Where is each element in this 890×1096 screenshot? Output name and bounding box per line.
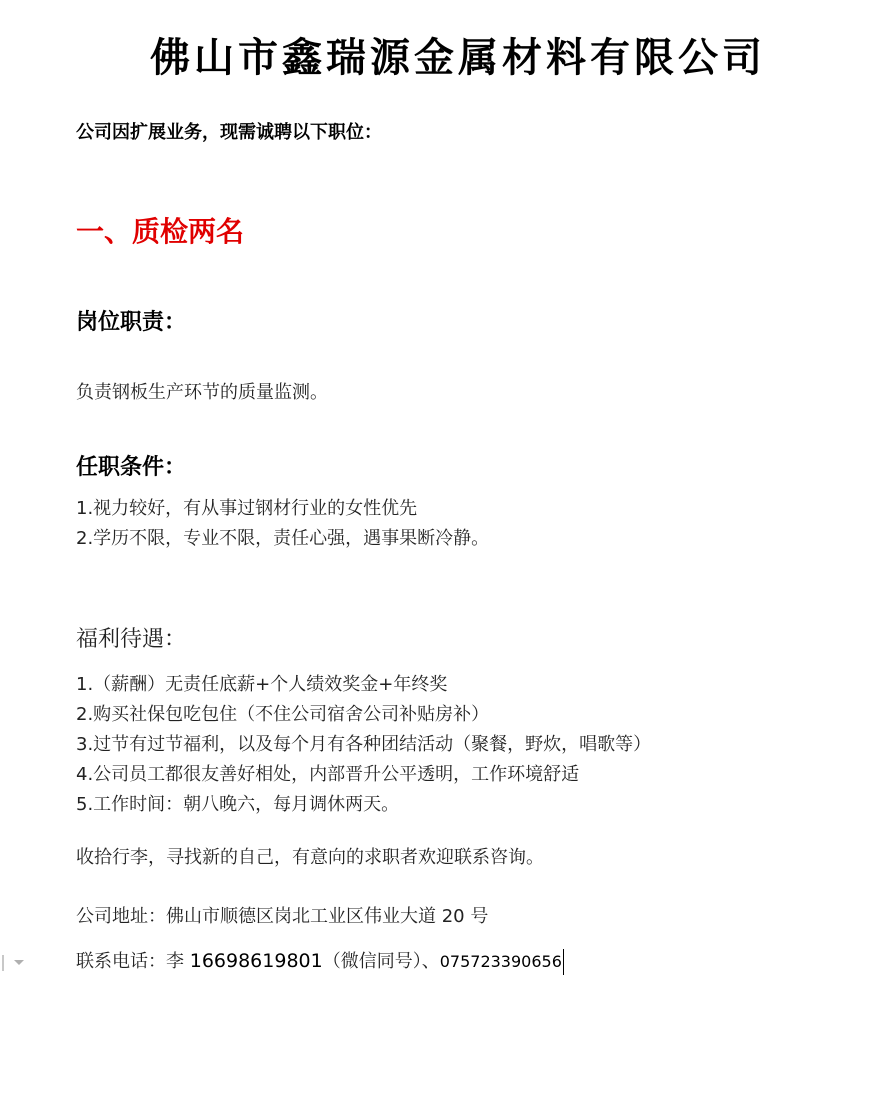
benefit-item: 4.公司员工都很友善好相处，内部晋升公平透明，工作环境舒适 [76,764,580,785]
phone-landline: 075723390656 [439,952,562,971]
phone-label: 联系电话：李 [76,951,190,972]
text-cursor [563,949,564,975]
margin-bar [2,955,4,971]
chevron-down-icon [14,960,24,965]
paragraph-options-icon[interactable] [0,955,30,971]
phone-line[interactable] [76,947,564,975]
phone-number: 16698619801 [189,950,323,972]
benefit-item: 3.过节有过节福利，以及每个月有各种团结活动（聚餐，野炊，唱歌等） [76,734,652,755]
closing-text: 收拾行李，寻找新的自己，有意向的求职者欢迎联系咨询。 [76,847,544,868]
benefit-item: 5.工作时间：朝八晚六，每月调休两天。 [76,794,400,815]
requirements-list [76,494,489,554]
duty-text: 负责钢板生产环节的质量监测。 [76,382,328,403]
requirement-item: 1.视力较好，有从事过钢材行业的女性优先 [76,498,418,519]
address-text: 公司地址：佛山市顺德区岗北工业区伟业大道 20 号 [76,906,489,927]
intro-text: 公司因扩展业务，现需诚聘以下职位： [76,122,382,143]
requirement-item: 2.学历不限，专业不限，责任心强，遇事果断冷静。 [76,528,490,549]
section-title: 一、质检两名 [76,215,245,248]
benefit-item: 1.（薪酬）无责任底薪+个人绩效奖金+年终奖 [76,674,448,695]
phone-note: （微信同号）、 [322,951,440,972]
company-title: 佛山市鑫瑞源金属材料有限公司 [150,34,766,81]
benefit-item: 2.购买社保包吃包住（不住公司宿舍公司补贴房补） [76,704,490,725]
duty-heading: 岗位职责： [76,310,187,335]
requirements-heading: 任职条件： [76,455,187,480]
benefits-list [76,670,651,820]
benefits-heading: 福利待遇： [76,627,187,652]
